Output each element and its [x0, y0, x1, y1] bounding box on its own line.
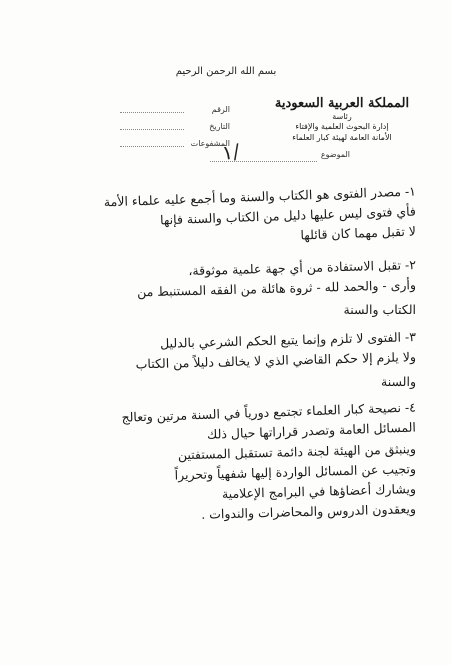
reference-number-field [120, 101, 184, 113]
handwritten-body [44, 183, 417, 524]
body-line: الكتاب والسنة [343, 302, 416, 317]
letterhead-department: إدارة البحوث العلمية والإفتاء [295, 122, 389, 132]
body-line: وتجيب عن المسائل الواردة إليها شفهياً وتحريراً [174, 461, 417, 483]
body-line: فأي فتوى ليس عليها دليل من الكتاب والسنة فإنها [159, 203, 417, 228]
body-line: ولا يلزم إلا حكم القاضي الذي لا يخالف دليلاً من الكتاب [135, 349, 417, 372]
subject-label: الموضوع [320, 150, 350, 159]
basmala: بسم الله الرحمن الرحيم [175, 66, 277, 77]
body-line: وأرى - والحمد لله - ثروة هائلة من الفقه المستنبط من [136, 277, 417, 300]
letterhead-kingdom: المملكة العربية السعودية [274, 96, 410, 111]
body-line: المسائل العامة وتصدر قراراتها حيال ذلك [206, 419, 417, 442]
page-mark: ١/ [220, 138, 242, 166]
date-label: التاريخ [209, 122, 230, 131]
body-line: وينبثق من الهيئة لجنة دائمة تستقبل المستفتين [177, 441, 417, 463]
letterhead-secretariat: الأمانة العامة لهيئة كبار العلماء [292, 133, 392, 143]
attachments-field [120, 135, 184, 147]
reference-block [120, 101, 230, 152]
reference-number-label: الرقم [211, 105, 230, 114]
reference-number-row [120, 101, 230, 118]
letterhead-presidency: رئاسة [332, 111, 352, 121]
body-line: ٤- نصيحة كبار العلماء تجتمع دورياً في السنة مرتين وتعالج [121, 399, 417, 425]
letterhead [272, 96, 412, 144]
body-line: ١- مصدر الفتوى هو الكتاب والسنة وما أجمع عليه علماء الأمة [103, 183, 417, 210]
body-line: ويشارك أعضاؤها في البرامج الإعلامية [221, 481, 417, 502]
attachments-label: المشفوعات [190, 139, 230, 148]
date-field [120, 118, 184, 130]
body-line: ويعقدون الدروس والمحاضرات والندوات . [201, 501, 417, 522]
date-row [120, 118, 230, 135]
body-line: لا تقبل مهما كان قائلها [300, 223, 417, 243]
body-line: ٢- تقبل الاستفادة من أي جهة علمية موثوقة، [188, 257, 417, 279]
body-line: ٣- الفتوى لا تلزم وإنما يتبع الحكم الشرعي بالدليل [159, 329, 417, 351]
body-line: والسنة [381, 374, 416, 389]
